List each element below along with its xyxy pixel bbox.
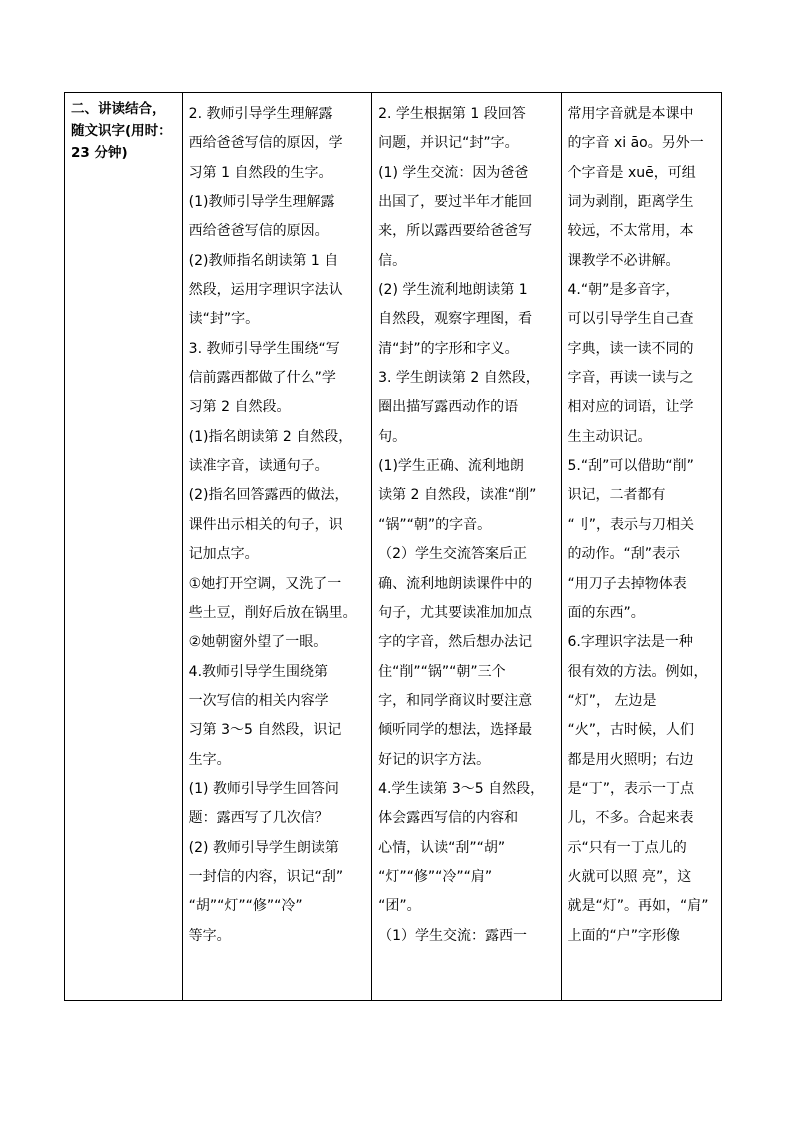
text-line: 圈出描写露西动作的语 [378, 399, 519, 416]
stage-title-line: 随文识字(用时： [71, 123, 172, 139]
text-line: 一封信的内容，识记“刮” [188, 868, 344, 885]
text-line: 3. 学生朗读第 2 自然段， [378, 370, 540, 387]
text-line: 常用字音就是本课中 [567, 106, 694, 122]
text-line: 句。 [378, 428, 407, 445]
text-line: 识记，二者都有 [567, 487, 666, 504]
text-line: ①她打开空调，又洗了一 [188, 575, 342, 592]
text-line: 生字。 [188, 751, 231, 768]
teacher-activity-column [183, 93, 372, 1000]
text-line: 示“只有一丁点儿的 [567, 839, 687, 856]
text-line: 些土豆，削好后放在锅里。 [188, 604, 357, 621]
text-line: ②她朝窗外望了一眼。 [188, 634, 328, 651]
text-line: (1) 学生交流：因为爸爸 [378, 164, 529, 181]
stage-title [71, 98, 179, 164]
text-line: 字的字音，然后想办法记 [378, 634, 533, 651]
text-line: 字，和同学商议时要注意 [378, 692, 533, 709]
text-line: 问题，并识记“封”字。 [378, 135, 519, 152]
text-line: (1)指名朗读第 2 自然段， [188, 428, 353, 445]
text-line: 就是“灯”。再如，“肩” [567, 898, 709, 915]
text-line: (2) 教师引导学生朗读第 [188, 839, 339, 856]
text-line: 西给爸爸写信的原因，学 [188, 135, 343, 152]
student-activity-column [372, 93, 561, 1000]
text-line: 清“封”的字形和字义。 [378, 340, 519, 357]
text-line: 习第 2 自然段。 [188, 399, 291, 416]
text-line: 习第 3～5 自然段，识记 [188, 722, 342, 739]
design-intent-column [562, 93, 722, 1000]
text-line: 的动作。“刮”表示 [567, 546, 681, 563]
text-line: 3. 教师引导学生围绕“写 [188, 340, 340, 357]
text-line: 2. 学生根据第 1 段回答 [378, 106, 526, 122]
design-intent-text [568, 100, 718, 951]
text-line: 生主动识记。 [567, 428, 652, 445]
text-line: 课件出示相关的句子，识 [188, 516, 343, 533]
text-line: 4.教师引导学生围绕第 [188, 663, 329, 680]
text-line: “灯”“修”“冷”“肩” [378, 868, 493, 885]
text-line: （2）学生交流答案后正 [378, 546, 527, 563]
text-line: 读第 2 自然段，读准“削” [378, 487, 537, 504]
student-activity-text [378, 100, 556, 951]
text-line: “团”。 [378, 898, 421, 915]
stage-column [65, 93, 183, 1000]
text-line: 较远，不太常用，本 [567, 223, 694, 240]
text-line: 很有效的方法。例如， [567, 663, 708, 680]
text-line: 一次写信的相关内容学 [188, 692, 329, 709]
text-line: 记加点字。 [188, 546, 259, 563]
text-line: (1)学生正确、流利地朗 [378, 458, 524, 475]
teacher-activity-text [189, 100, 367, 951]
text-line: “锅”“朝”的字音。 [378, 516, 492, 533]
stage-title-line: 23 分钟) [71, 145, 128, 161]
text-line: 然段，运用字理识字法认 [188, 282, 343, 299]
text-line: 2. 教师引导学生理解露 [188, 106, 333, 122]
text-line: 等字。 [188, 927, 231, 944]
text-line: 西给爸爸写信的原因。 [188, 223, 329, 240]
text-line: 是“丁”，表示一丁点 [567, 780, 695, 797]
text-line: 上面的“户”字形像 [567, 927, 681, 944]
text-line: 的字音 xi āo。另外一 [567, 135, 704, 152]
text-line: 面的东西”。 [567, 604, 645, 621]
text-line: 儿，不多。合起来表 [567, 810, 694, 827]
text-line: 个字音是 xuē，可组 [567, 164, 696, 181]
text-line: 信。 [378, 252, 407, 269]
text-line: (1)教师引导学生理解露 [188, 194, 335, 211]
text-line: 4.学生读第 3～5 自然段， [378, 780, 545, 797]
text-line: 相对应的词语，让学 [567, 399, 694, 416]
text-line: 6.字理识字法是一种 [567, 634, 693, 651]
text-line: (1) 教师引导学生回答问 [188, 780, 339, 797]
text-line: 倾听同学的想法，选择最 [378, 722, 533, 739]
stage-title-line: 二、讲读结合， [71, 101, 166, 117]
text-line: 读准字音，读通句子。 [188, 458, 329, 475]
text-line: 句子，尤其要读准加加点 [378, 604, 533, 621]
text-line: 体会露西写信的内容和 [378, 810, 519, 827]
text-line: (2)指名回答露西的做法， [188, 487, 349, 504]
text-line: 5.“刮”可以借助“削” [567, 458, 694, 475]
text-line: 住“削”“锅”“朝”三个 [378, 663, 506, 680]
text-line: 都是用火照明；右边 [567, 751, 694, 768]
text-line: (2) 学生流利地朗读第 1 [378, 282, 528, 299]
text-line: “刂”，表示与刀相关 [567, 516, 695, 533]
text-line: 好记的识字方法。 [378, 751, 491, 768]
text-line: “胡”“灯”“修”“冷” [188, 898, 303, 915]
text-line: 读“封”字。 [188, 311, 260, 328]
text-line: 题：露西写了几次信？ [188, 810, 329, 827]
text-line: 字典，读一读不同的 [567, 340, 694, 357]
text-line: （1）学生交流：露西一 [378, 927, 527, 944]
text-line: 来，所以露西要给爸爸写 [378, 223, 533, 240]
text-line: “灯”， 左边是 [567, 692, 657, 709]
text-line: 习第 1 自然段的生字。 [188, 164, 333, 181]
text-line: 出国了，要过半年才能回 [378, 194, 533, 211]
text-line: 词为剥削，距离学生 [567, 194, 694, 211]
lesson-plan-table [64, 92, 722, 1001]
text-line: “用刀子去掉物体表 [567, 575, 687, 592]
text-line: 课教学不必讲解。 [567, 252, 680, 269]
text-line: 可以引导学生自己查 [567, 311, 694, 328]
text-line: “火”，古时候，人们 [567, 722, 695, 739]
text-line: 火就可以照 亮”，这 [567, 868, 692, 885]
text-line: 心情，认读“刮”“胡” [378, 839, 506, 856]
text-line: 字音，再读一读与之 [567, 370, 694, 387]
text-line: 自然段，观察字理图，看 [378, 311, 533, 328]
text-line: 确、流利地朗读课件中的 [378, 575, 533, 592]
text-line: 信前露西都做了什么”学 [188, 370, 336, 387]
text-line: 4.“朝”是多音字， [567, 282, 680, 299]
text-line: (2)教师指名朗读第 1 自 [188, 252, 339, 269]
